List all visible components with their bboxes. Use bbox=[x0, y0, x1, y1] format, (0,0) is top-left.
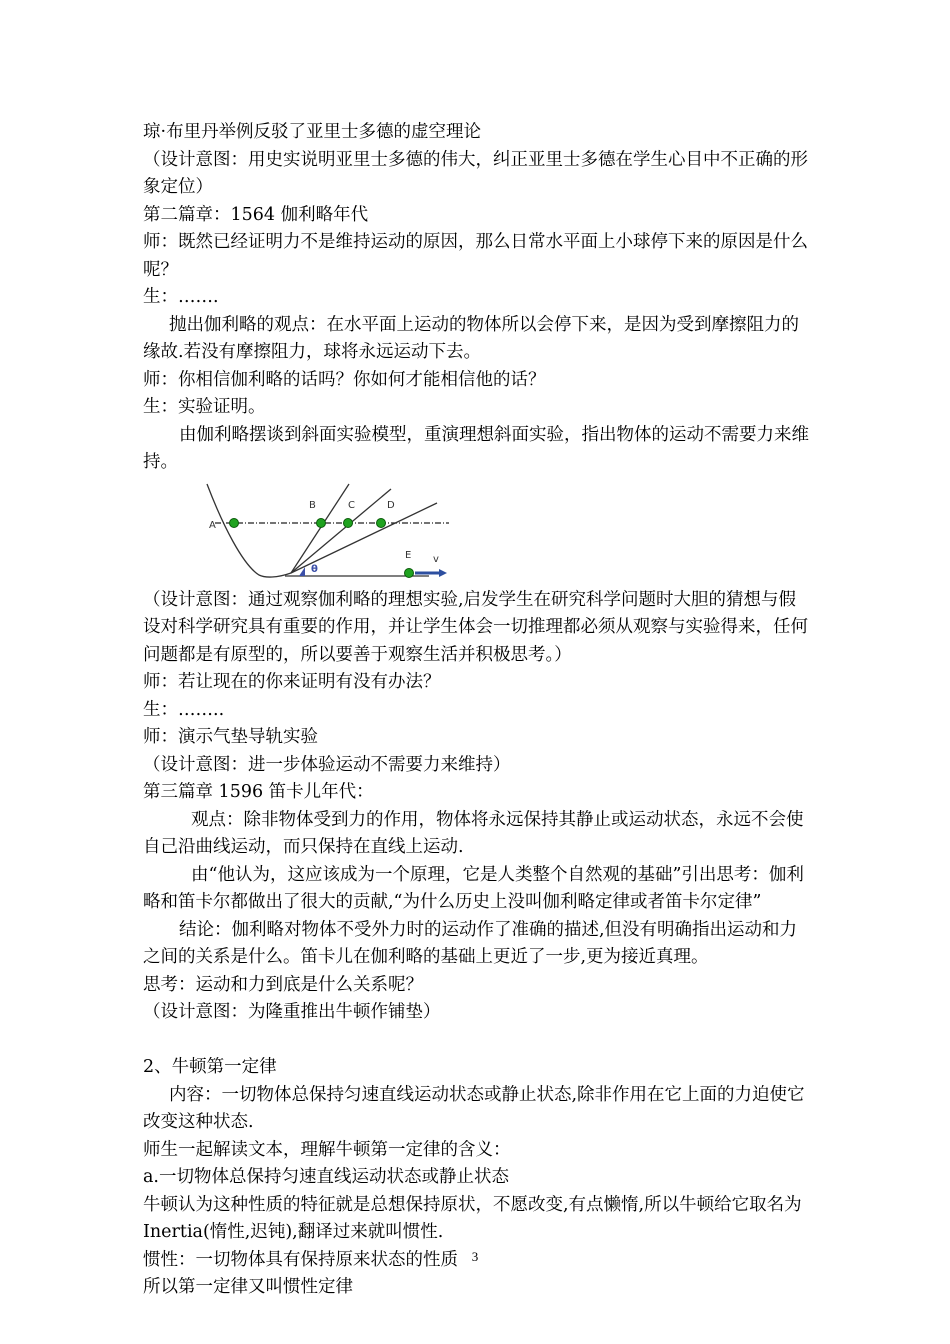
label-e: E bbox=[405, 549, 412, 561]
left-ramp-curve bbox=[207, 484, 291, 577]
teacher-question-3: 师：若让现在的你来证明有没有办法？ bbox=[143, 672, 441, 692]
velocity-arrow-head bbox=[439, 569, 447, 577]
incline-diagram bbox=[201, 481, 451, 587]
incline-c bbox=[291, 489, 391, 573]
conclusion-paragraph: 结论：伽利略对物体不受外力时的运动作了准确的描述,但没有明确指出运动和力之间的关系是什么。笛卡儿在伽利略的基础上更近了一步,更为接近真理。 bbox=[143, 919, 798, 967]
law-content: 内容：一切物体总保持匀速直线运动状态或静止状态,除非作用在它上面的力迫使它改变这种状态. bbox=[143, 1084, 805, 1132]
design-intent-1: （设计意图：用史实说明亚里士多德的伟大，纠正亚里士多德在学生心目中不正确的形象定位） bbox=[143, 149, 808, 197]
label-v: v bbox=[433, 553, 439, 565]
descartes-viewpoint: 观点：除非物体受到力的作用，物体将永远保持其静止或运动状态，永远不会使自己沿曲线运动，而只保持在直线上运动. bbox=[143, 809, 804, 857]
student-answer-3: 生：…….. bbox=[143, 699, 225, 720]
label-b: B bbox=[309, 499, 316, 511]
ball-d bbox=[377, 518, 386, 527]
page-number: 3 bbox=[471, 1249, 479, 1264]
inertia-definition: 惯性：一切物体具有保持原来状态的性质 bbox=[143, 1249, 458, 1270]
page-body bbox=[143, 119, 811, 1302]
think-question: 思考：运动和力到底是什么关系呢？ bbox=[143, 974, 423, 995]
label-d: D bbox=[387, 499, 395, 511]
ball-b bbox=[317, 518, 326, 527]
incline-experiment-intro: 由伽利略摆谈到斜面实验模型，重演理想斜面实验，指出物体的运动不需要力来维持。 bbox=[143, 424, 809, 472]
ball-a bbox=[230, 518, 239, 527]
teacher-demo: 师：演示气垫导轨实验 bbox=[143, 727, 318, 747]
inertia-law-alias: 所以第一定律又叫惯性定律 bbox=[143, 1277, 353, 1297]
point-a: a.一切物体总保持匀速直线运动状态或静止状态 bbox=[143, 1167, 509, 1187]
label-a: A bbox=[209, 519, 216, 531]
inertia-naming: 牛顿认为这种性质的特征就是总想保持原状，不愿改变,有点懒惰,所以牛顿给它取名为 Inertia(惰性,迟钝),翻译过来就叫惯性. bbox=[143, 1194, 802, 1242]
incline-d bbox=[291, 499, 437, 573]
student-answer-1: 生：……. bbox=[143, 287, 219, 307]
student-answer-2: 生：实验证明。 bbox=[143, 397, 266, 417]
ball-e bbox=[405, 568, 414, 577]
joint-reading: 师生一起解读文本，理解牛顿第一定律的含义： bbox=[143, 1139, 511, 1160]
label-c: C bbox=[348, 499, 355, 511]
design-intent-3: （设计意图：进一步体验运动不需要力来维持） bbox=[143, 754, 511, 775]
chapter-two-heading: 第二篇章：1564 伽利略年代 bbox=[143, 204, 369, 225]
chapter-three-heading: 第三篇章 1596 笛卡儿年代： bbox=[143, 782, 374, 802]
label-theta: θ bbox=[311, 563, 318, 575]
paragraph-budian: 琼·布里丹举例反驳了亚里士多德的虚空理论 bbox=[143, 122, 482, 142]
teacher-question-2: 师：你相信伽利略的话吗？你如何才能相信他的话？ bbox=[143, 369, 546, 390]
design-intent-2: （设计意图：通过观察伽利略的理想实验,启发学生在研究科学问题时大胆的猜想与假设对科学研究具有重要的作用，并让学生体会一切推理都必须从观察与实验得来，任何问题都是有原型的，所以要善于观察生活并积极思考。） bbox=[143, 589, 808, 665]
section-newton-first-law: 2、牛顿第一定律 bbox=[143, 1057, 277, 1077]
galileo-viewpoint: 抛出伽利略的观点：在水平面上运动的物体所以会停下来，是因为受到摩擦阻力的缘故.若没有摩擦阻力，球将永远运动下去。 bbox=[143, 314, 799, 362]
teacher-question-1: 师：既然已经证明力不是维持运动的原因，那么日常水平面上小球停下来的原因是什么呢？ bbox=[143, 232, 808, 280]
principle-reflection: 由“他认为，这应该成为一个原理，它是人类整个自然观的基础”引出思考：伽利略和笛卡尔都做出了很大的贡献,“为什么历史上没叫伽利略定律或者笛卡尔定律” bbox=[143, 864, 804, 912]
ball-c bbox=[344, 518, 353, 527]
design-intent-4: （设计意图：为隆重推出牛顿作铺垫） bbox=[143, 1002, 441, 1022]
galileo-incline-figure bbox=[201, 481, 451, 587]
blank-line bbox=[143, 1027, 811, 1055]
